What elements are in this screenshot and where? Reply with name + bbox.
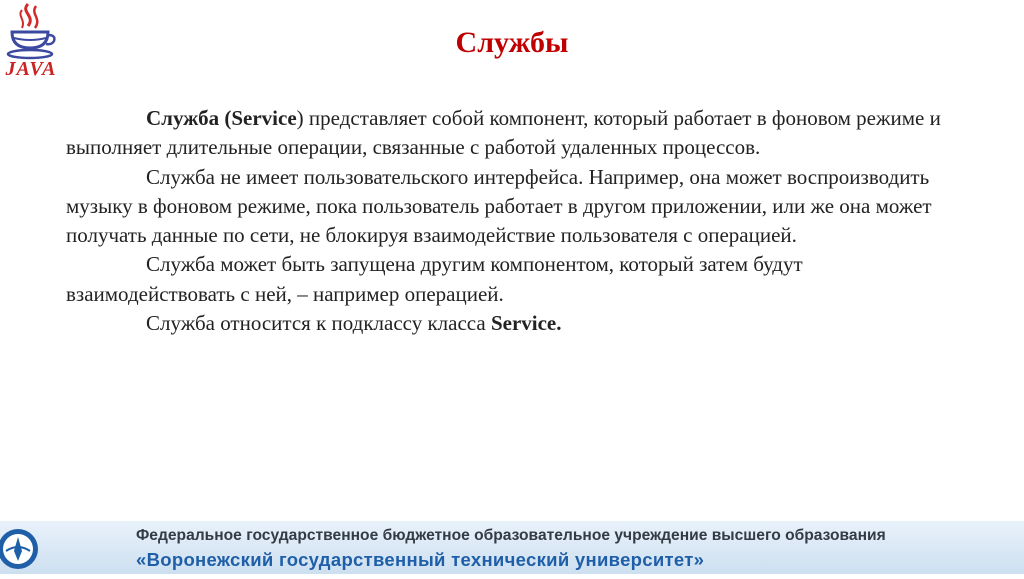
paragraph-service-definition <box>66 104 946 163</box>
university-emblem-icon <box>0 521 48 574</box>
paragraph-text: Служба может быть запущена другим компонентом, который затем будут взаимодействовать с ней, – например операцией. <box>66 252 803 306</box>
paragraph-subclass <box>66 309 946 338</box>
footer-university-name: «Воронежский государственный технический университет» <box>136 549 705 570</box>
paragraph-text: Служба относится к подклассу класса <box>146 311 491 336</box>
paragraph-started-by-component <box>66 250 946 309</box>
java-logo-text: JAVA <box>5 58 57 80</box>
term-service-class: Service. <box>490 311 562 336</box>
footer-institution-type: Федеральное государственное бюджетное образовательное учреждение высшего образования <box>136 527 886 544</box>
paragraph-no-ui <box>66 163 946 251</box>
term-service: Служба (Service <box>146 106 297 130</box>
footer-band <box>0 521 1024 574</box>
slide-body <box>66 104 946 338</box>
paragraph-text: ) представляет собой компонент, который работает в фоновом режиме и выполняет длительные операции, связанные с работой удаленных процессов. <box>66 106 941 160</box>
slide-title: Службы <box>455 26 569 59</box>
paragraph-text: Служба не имеет пользовательского интерфейса. Например, она может воспроизводить музыку в фоновом режиме, пока пользователь работает в другом приложении, или же она может получать данные по сети, не блокируя взаимодействие пользователя с операцией. <box>66 164 932 248</box>
